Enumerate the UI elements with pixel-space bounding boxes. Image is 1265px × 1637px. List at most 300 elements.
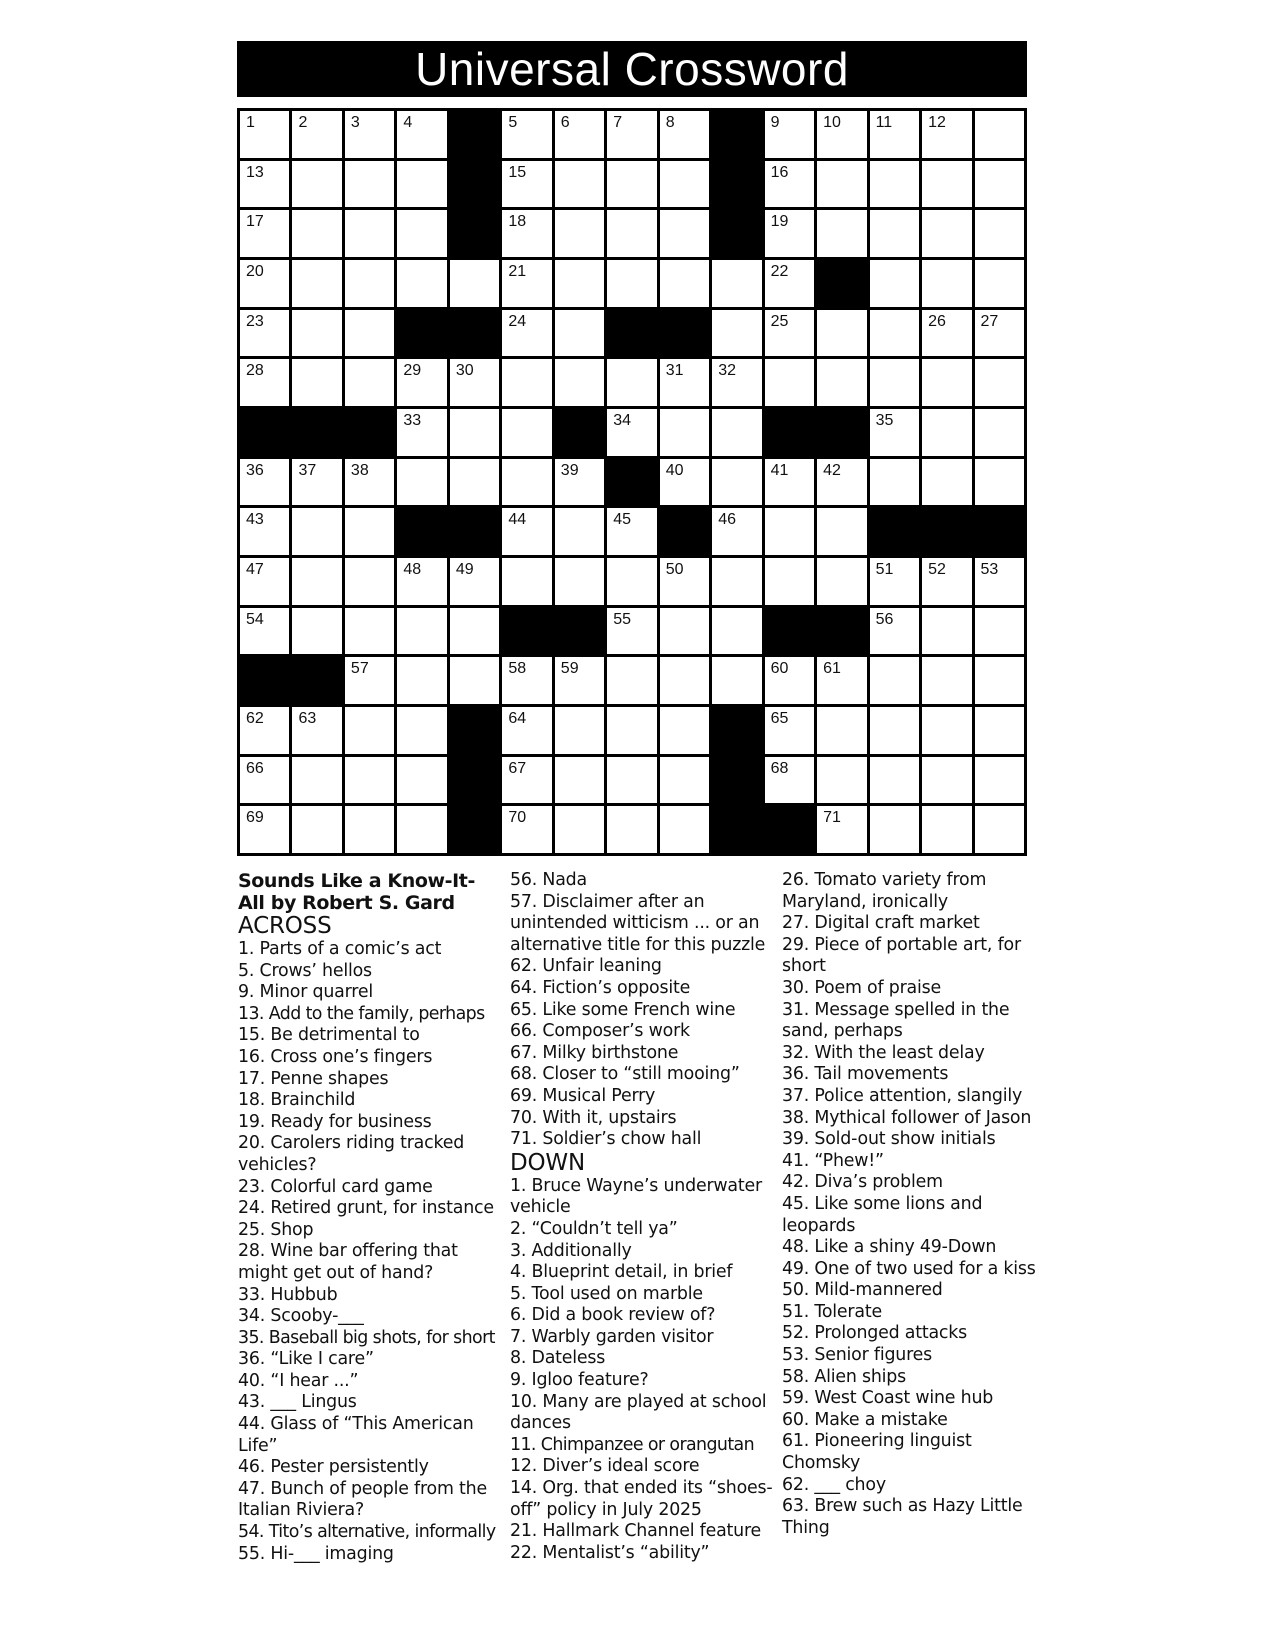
- grid-cell[interactable]: [975, 459, 1024, 506]
- grid-cell[interactable]: [765, 707, 814, 754]
- grid-cell[interactable]: [345, 508, 394, 555]
- grid-cell[interactable]: [292, 310, 341, 357]
- black-square: [292, 409, 341, 456]
- down-clue[interactable]: 45. Like some lions and leopards: [782, 1193, 983, 1236]
- grid-cell[interactable]: [502, 111, 551, 158]
- down-clue[interactable]: 37. Police attention, slangily: [782, 1085, 1023, 1106]
- across-clue[interactable]: 17. Penne shapes: [238, 1068, 389, 1089]
- down-clue[interactable]: 38. Mythical follower of Jason: [782, 1107, 1032, 1128]
- down-clue[interactable]: 62. ___ choy: [782, 1474, 886, 1495]
- grid-cell[interactable]: [660, 111, 709, 158]
- across-clue[interactable]: 54. Tito’s alternative, informally: [238, 1522, 496, 1543]
- grid-cell[interactable]: [660, 260, 709, 307]
- grid-cell[interactable]: [870, 359, 919, 406]
- across-clue[interactable]: 18. Brainchild: [238, 1090, 356, 1111]
- grid-cell[interactable]: [975, 310, 1024, 357]
- down-clue[interactable]: 49. One of two used for a kiss: [782, 1258, 1036, 1279]
- grid-cell[interactable]: [345, 806, 394, 853]
- grid-cell[interactable]: [870, 707, 919, 754]
- across-clue[interactable]: 34. Scooby-___: [238, 1306, 364, 1327]
- grid-cell[interactable]: [765, 558, 814, 605]
- grid-cell[interactable]: [345, 459, 394, 506]
- grid-cell[interactable]: [292, 459, 341, 506]
- across-clue[interactable]: 33. Hubbub: [238, 1284, 338, 1305]
- black-square: [765, 608, 814, 655]
- grid-cell[interactable]: [607, 161, 656, 208]
- grid-cell[interactable]: [345, 608, 394, 655]
- grid-cell[interactable]: [450, 260, 499, 307]
- grid-cell[interactable]: [292, 210, 341, 257]
- grid-cell[interactable]: [607, 558, 656, 605]
- grid-cell[interactable]: [922, 260, 971, 307]
- grid-cell[interactable]: [660, 757, 709, 804]
- across-clue[interactable]: 36. “Like I care”: [238, 1349, 374, 1370]
- grid-cell[interactable]: [240, 111, 289, 158]
- grid-cell[interactable]: [870, 558, 919, 605]
- across-clue[interactable]: 47. Bunch of people from the Italian Riviera?: [238, 1478, 487, 1521]
- across-clue[interactable]: 25. Shop: [238, 1219, 314, 1240]
- grid-cell[interactable]: [660, 657, 709, 704]
- grid-cell[interactable]: [555, 558, 604, 605]
- down-clue[interactable]: 7. Warbly garden visitor: [510, 1326, 714, 1347]
- grid-cell[interactable]: [660, 210, 709, 257]
- grid-cell[interactable]: [765, 757, 814, 804]
- grid-cell[interactable]: [345, 359, 394, 406]
- down-clue[interactable]: 10. Many are played at school dances: [510, 1391, 767, 1434]
- black-square: [450, 210, 499, 257]
- down-clue[interactable]: 12. Diver’s ideal score: [510, 1456, 700, 1477]
- down-clue[interactable]: 29. Piece of portable art, for short: [782, 934, 1021, 977]
- grid-cell[interactable]: [922, 161, 971, 208]
- grid-cell[interactable]: [240, 757, 289, 804]
- clue-number: 15: [508, 163, 527, 181]
- across-clue[interactable]: 24. Retired grunt, for instance: [238, 1198, 494, 1219]
- grid-cell[interactable]: [450, 558, 499, 605]
- grid-cell[interactable]: [345, 757, 394, 804]
- grid-cell[interactable]: [817, 657, 866, 704]
- grid-cell[interactable]: [712, 359, 761, 406]
- grid-cell[interactable]: [660, 359, 709, 406]
- grid-cell[interactable]: [292, 806, 341, 853]
- across-clue[interactable]: 56. Nada: [510, 870, 587, 890]
- across-clue[interactable]: 5. Crows’ hellos: [238, 960, 372, 981]
- down-clue[interactable]: 30. Poem of praise: [782, 977, 941, 998]
- grid-cell[interactable]: [502, 657, 551, 704]
- grid-cell[interactable]: [607, 111, 656, 158]
- grid-cell[interactable]: [397, 707, 446, 754]
- down-clue[interactable]: 21. Hallmark Channel feature: [510, 1521, 762, 1542]
- grid-cell[interactable]: [975, 558, 1024, 605]
- clue-number: 67: [508, 759, 527, 777]
- down-clue[interactable]: 11. Chimpanzee or orangutan: [510, 1434, 755, 1455]
- grid-cell[interactable]: [870, 210, 919, 257]
- grid-cell[interactable]: [817, 359, 866, 406]
- across-clue[interactable]: 68. Closer to “still mooing”: [510, 1064, 740, 1085]
- grid-cell[interactable]: [555, 310, 604, 357]
- grid-cell[interactable]: [397, 459, 446, 506]
- clue-number: 1: [246, 114, 255, 131]
- grid-cell[interactable]: [870, 161, 919, 208]
- black-square: [555, 409, 604, 456]
- clue-number: 56: [875, 610, 894, 628]
- grid-cell[interactable]: [765, 459, 814, 506]
- down-clue[interactable]: 59. West Coast wine hub: [782, 1388, 994, 1409]
- across-clue[interactable]: 1. Parts of a comic’s act: [238, 939, 442, 959]
- grid-cell[interactable]: [502, 459, 551, 506]
- grid-cell[interactable]: [870, 657, 919, 704]
- clue-number: 28: [246, 362, 264, 380]
- grid-cell[interactable]: [922, 806, 971, 853]
- grid-cell[interactable]: [240, 608, 289, 655]
- grid-cell[interactable]: [817, 161, 866, 208]
- grid-cell[interactable]: [975, 608, 1024, 655]
- across-clue[interactable]: 13. Add to the family, perhaps: [238, 1003, 485, 1024]
- grid-cell[interactable]: [345, 558, 394, 605]
- grid-cell[interactable]: [975, 806, 1024, 853]
- grid-cell[interactable]: [922, 657, 971, 704]
- down-clue[interactable]: 50. Mild-mannered: [782, 1280, 943, 1301]
- grid-cell[interactable]: [345, 260, 394, 307]
- clue-number: 19: [770, 213, 789, 231]
- across-clue[interactable]: 69. Musical Perry: [510, 1085, 656, 1106]
- grid-cell[interactable]: [817, 310, 866, 357]
- grid-cell[interactable]: [450, 409, 499, 456]
- down-clue[interactable]: 61. Pioneering linguist Chomsky: [782, 1431, 972, 1474]
- down-list-part-1: [510, 1176, 780, 1565]
- grid-cell[interactable]: [712, 608, 761, 655]
- grid-cell[interactable]: [292, 508, 341, 555]
- clue-number: 35: [875, 412, 894, 429]
- grid-cell[interactable]: [397, 409, 446, 456]
- down-clue[interactable]: 36. Tail movements: [782, 1064, 949, 1085]
- grid-cell[interactable]: [660, 608, 709, 655]
- grid-cell[interactable]: [607, 508, 656, 555]
- across-clue[interactable]: 15. Be detrimental to: [238, 1025, 420, 1046]
- grid-cell[interactable]: [870, 260, 919, 307]
- grid-cell[interactable]: [765, 210, 814, 257]
- grid-cell[interactable]: [712, 409, 761, 456]
- across-clue[interactable]: 70. With it, upstairs: [510, 1107, 677, 1128]
- grid-cell[interactable]: [397, 757, 446, 804]
- grid-cell[interactable]: [765, 310, 814, 357]
- black-square: [450, 707, 499, 754]
- grid-cell[interactable]: [922, 558, 971, 605]
- down-clue[interactable]: 1. Bruce Wayne’s underwater vehicle: [510, 1175, 762, 1218]
- grid-cell[interactable]: [240, 459, 289, 506]
- grid-cell[interactable]: [607, 806, 656, 853]
- across-clue[interactable]: 46. Pester persistently: [238, 1457, 429, 1478]
- grid-cell[interactable]: [555, 161, 604, 208]
- grid-cell[interactable]: [397, 806, 446, 853]
- grid-cell[interactable]: [817, 558, 866, 605]
- grid-cell[interactable]: [502, 359, 551, 406]
- across-clue[interactable]: 66. Composer’s work: [510, 1021, 690, 1042]
- clue-number: 54: [246, 610, 264, 628]
- grid-cell[interactable]: [975, 359, 1024, 406]
- down-clue[interactable]: 39. Sold-out show initials: [782, 1129, 996, 1150]
- grid-cell[interactable]: [555, 111, 604, 158]
- down-clue[interactable]: 31. Message spelled in the sand, perhaps: [782, 999, 1010, 1042]
- grid-cell[interactable]: [502, 806, 551, 853]
- grid-cell[interactable]: [292, 608, 341, 655]
- grid-cell[interactable]: [345, 111, 394, 158]
- grid-cell[interactable]: [240, 707, 289, 754]
- grid-cell[interactable]: [397, 359, 446, 406]
- grid-cell[interactable]: [870, 806, 919, 853]
- grid-cell[interactable]: [240, 260, 289, 307]
- grid-cell[interactable]: [607, 757, 656, 804]
- across-clue[interactable]: 35. Baseball big shots, for short: [238, 1327, 495, 1348]
- black-square: [240, 409, 289, 456]
- grid-cell[interactable]: [397, 161, 446, 208]
- across-clue[interactable]: 55. Hi-___ imaging: [238, 1543, 394, 1564]
- across-clue[interactable]: 19. Ready for business: [238, 1111, 432, 1132]
- across-clue[interactable]: 9. Minor quarrel: [238, 982, 373, 1003]
- grid-cell[interactable]: [397, 210, 446, 257]
- across-clue[interactable]: 20. Carolers riding tracked vehicles?: [238, 1133, 465, 1175]
- grid-cell[interactable]: [240, 310, 289, 357]
- grid-cell[interactable]: [555, 359, 604, 406]
- clue-number: 27: [980, 312, 999, 330]
- grid-cell[interactable]: [817, 111, 866, 158]
- down-clue[interactable]: 32. With the least delay: [782, 1042, 985, 1063]
- grid-cell[interactable]: [397, 558, 446, 605]
- grid-cell[interactable]: [765, 359, 814, 406]
- grid-cell[interactable]: [975, 111, 1024, 158]
- grid-cell[interactable]: [712, 260, 761, 307]
- down-clue[interactable]: 6. Did a book review of?: [510, 1305, 716, 1326]
- down-clue[interactable]: 51. Tolerate: [782, 1301, 882, 1322]
- across-clue[interactable]: 62. Unfair leaning: [510, 956, 662, 977]
- down-clue[interactable]: 4. Blueprint detail, in brief: [510, 1262, 733, 1283]
- grid-cell[interactable]: [292, 359, 341, 406]
- grid-cell[interactable]: [870, 459, 919, 506]
- grid-cell[interactable]: [240, 359, 289, 406]
- down-clue[interactable]: 41. “Phew!”: [782, 1150, 884, 1171]
- grid-cell[interactable]: [817, 508, 866, 555]
- grid-cell[interactable]: [922, 359, 971, 406]
- clue-number: 11: [875, 114, 893, 131]
- grid-cell[interactable]: [502, 409, 551, 456]
- black-square: [712, 210, 761, 257]
- grid-cell[interactable]: [922, 459, 971, 506]
- grid-cell[interactable]: [765, 111, 814, 158]
- down-clue[interactable]: 5. Tool used on marble: [510, 1283, 703, 1304]
- across-clue[interactable]: 71. Soldier’s chow hall: [510, 1129, 702, 1150]
- grid-cell[interactable]: [817, 459, 866, 506]
- grid-cell[interactable]: [712, 508, 761, 555]
- grid-cell[interactable]: [345, 161, 394, 208]
- across-clue[interactable]: 16. Cross one’s fingers: [238, 1046, 433, 1067]
- black-square: [502, 608, 551, 655]
- grid-cell[interactable]: [555, 657, 604, 704]
- grid-cell[interactable]: [502, 558, 551, 605]
- grid-cell[interactable]: [450, 657, 499, 704]
- grid-cell[interactable]: [292, 558, 341, 605]
- clue-number: 50: [665, 561, 684, 578]
- grid-cell[interactable]: [240, 161, 289, 208]
- grid-cell[interactable]: [292, 707, 341, 754]
- grid-cell[interactable]: [660, 459, 709, 506]
- down-clue[interactable]: 58. Alien ships: [782, 1366, 907, 1387]
- across-clue[interactable]: 65. Like some French wine: [510, 999, 736, 1020]
- grid-cell[interactable]: [922, 608, 971, 655]
- grid-cell[interactable]: [975, 260, 1024, 307]
- grid-cell[interactable]: [660, 161, 709, 208]
- grid-cell[interactable]: [765, 161, 814, 208]
- across-clue[interactable]: 44. Glass of “This American Life”: [238, 1414, 474, 1456]
- down-clue[interactable]: 63. Brew such as Hazy Little Thing: [782, 1496, 1023, 1538]
- grid-cell[interactable]: [345, 210, 394, 257]
- grid-cell[interactable]: [240, 210, 289, 257]
- grid-cell[interactable]: [502, 260, 551, 307]
- grid-cell[interactable]: [345, 707, 394, 754]
- grid-cell[interactable]: [765, 260, 814, 307]
- grid-cell[interactable]: [817, 806, 866, 853]
- down-clue[interactable]: 27. Digital craft market: [782, 913, 980, 934]
- across-clue[interactable]: 28. Wine bar offering that might get out of hand?: [238, 1241, 458, 1283]
- grid-cell[interactable]: [397, 608, 446, 655]
- down-clue[interactable]: 3. Additionally: [510, 1240, 632, 1261]
- grid-cell[interactable]: [555, 459, 604, 506]
- grid-cell[interactable]: [817, 210, 866, 257]
- grid-cell[interactable]: [817, 707, 866, 754]
- grid-cell[interactable]: [922, 757, 971, 804]
- down-clue[interactable]: 53. Senior figures: [782, 1345, 933, 1366]
- grid-cell[interactable]: [607, 359, 656, 406]
- down-clue[interactable]: 9. Igloo feature?: [510, 1370, 649, 1391]
- down-clue[interactable]: 22. Mentalist’s “ability”: [510, 1542, 710, 1563]
- grid-cell[interactable]: [555, 508, 604, 555]
- grid-cell[interactable]: [450, 359, 499, 406]
- grid-cell[interactable]: [292, 757, 341, 804]
- grid-cell[interactable]: [660, 806, 709, 853]
- grid-cell[interactable]: [870, 608, 919, 655]
- grid-cell[interactable]: [607, 707, 656, 754]
- across-list-part-2: [510, 870, 780, 1151]
- grid-cell[interactable]: [555, 806, 604, 853]
- across-clue[interactable]: 64. Fiction’s opposite: [510, 977, 691, 998]
- grid-cell[interactable]: [922, 409, 971, 456]
- black-square: [817, 260, 866, 307]
- grid-cell[interactable]: [712, 310, 761, 357]
- grid-cell[interactable]: [660, 558, 709, 605]
- grid-cell[interactable]: [502, 707, 551, 754]
- grid-cell[interactable]: [660, 409, 709, 456]
- clue-number: 31: [665, 362, 684, 380]
- across-list-part-1: [238, 939, 498, 1565]
- grid-cell[interactable]: [765, 508, 814, 555]
- grid-cell[interactable]: [502, 161, 551, 208]
- grid-cell[interactable]: [817, 757, 866, 804]
- down-clue[interactable]: 26. Tomato variety from Maryland, ironically: [782, 870, 987, 912]
- grid-cell[interactable]: [555, 757, 604, 804]
- grid-cell[interactable]: [345, 310, 394, 357]
- across-clue[interactable]: 67. Milky birthstone: [510, 1042, 679, 1063]
- grid-cell[interactable]: [607, 608, 656, 655]
- grid-cell[interactable]: [450, 459, 499, 506]
- grid-cell[interactable]: [975, 210, 1024, 257]
- black-square: [607, 459, 656, 506]
- clue-number: 29: [403, 362, 422, 380]
- grid-cell[interactable]: [922, 310, 971, 357]
- clue-number: 60: [770, 660, 789, 678]
- grid-cell[interactable]: [292, 260, 341, 307]
- grid-cell[interactable]: [870, 409, 919, 456]
- across-clue[interactable]: 40. “I hear ...”: [238, 1370, 359, 1391]
- clue-number: 10: [823, 114, 841, 131]
- grid-cell[interactable]: [975, 657, 1024, 704]
- grid-cell[interactable]: [765, 657, 814, 704]
- grid-cell[interactable]: [502, 508, 551, 555]
- clue-number: 22: [770, 263, 789, 280]
- grid-cell[interactable]: [607, 657, 656, 704]
- clue-number: 51: [875, 561, 894, 578]
- down-clue[interactable]: 48. Like a shiny 49-Down: [782, 1237, 997, 1258]
- grid-cell[interactable]: [397, 111, 446, 158]
- clue-number: 5: [508, 114, 518, 131]
- grid-cell[interactable]: [975, 161, 1024, 208]
- across-clue[interactable]: 23. Colorful card game: [238, 1176, 433, 1197]
- clue-number: 3: [350, 114, 360, 131]
- grid-cell[interactable]: [870, 310, 919, 357]
- grid-cell[interactable]: [397, 657, 446, 704]
- grid-cell[interactable]: [240, 806, 289, 853]
- across-clue[interactable]: 43. ___ Lingus: [238, 1392, 357, 1413]
- grid-cell[interactable]: [502, 757, 551, 804]
- grid-cell[interactable]: [712, 657, 761, 704]
- down-clue[interactable]: 42. Diva’s problem: [782, 1172, 943, 1193]
- grid-cell[interactable]: [607, 210, 656, 257]
- grid-cell[interactable]: [292, 161, 341, 208]
- clue-number: 45: [613, 511, 632, 529]
- grid-cell[interactable]: [397, 260, 446, 307]
- grid-cell[interactable]: [240, 508, 289, 555]
- down-clue[interactable]: 60. Make a mistake: [782, 1409, 948, 1430]
- grid-cell[interactable]: [450, 608, 499, 655]
- grid-cell[interactable]: [502, 210, 551, 257]
- grid-cell[interactable]: [240, 558, 289, 605]
- grid-cell[interactable]: [660, 707, 709, 754]
- down-clue[interactable]: 14. Org. that ended its “shoes-off” policy in July 2025: [510, 1478, 773, 1520]
- clue-number: 63: [298, 710, 317, 727]
- grid-cell[interactable]: [975, 757, 1024, 804]
- grid-cell[interactable]: [555, 707, 604, 754]
- grid-cell[interactable]: [607, 260, 656, 307]
- grid-cell[interactable]: [975, 707, 1024, 754]
- down-clue[interactable]: 2. “Couldn’t tell ya”: [510, 1218, 678, 1239]
- black-square: [975, 508, 1024, 555]
- grid-cell[interactable]: [712, 459, 761, 506]
- grid-cell[interactable]: [870, 111, 919, 158]
- grid-cell[interactable]: [502, 310, 551, 357]
- grid-cell[interactable]: [555, 210, 604, 257]
- grid-cell[interactable]: [975, 409, 1024, 456]
- grid-cell[interactable]: [292, 111, 341, 158]
- grid-cell[interactable]: [870, 757, 919, 804]
- clue-number: 62: [246, 710, 264, 727]
- across-clue[interactable]: 57. Disclaimer after an unintended witticism ... or an alternative title for this puzzle: [510, 891, 766, 955]
- down-clue[interactable]: 8. Dateless: [510, 1348, 606, 1369]
- grid-cell[interactable]: [922, 111, 971, 158]
- grid-cell[interactable]: [555, 260, 604, 307]
- grid-cell[interactable]: [712, 558, 761, 605]
- grid-cell[interactable]: [345, 657, 394, 704]
- down-clue[interactable]: 52. Prolonged attacks: [782, 1323, 968, 1344]
- grid-cell[interactable]: [607, 409, 656, 456]
- grid-cell[interactable]: [922, 707, 971, 754]
- grid-cell[interactable]: [922, 210, 971, 257]
